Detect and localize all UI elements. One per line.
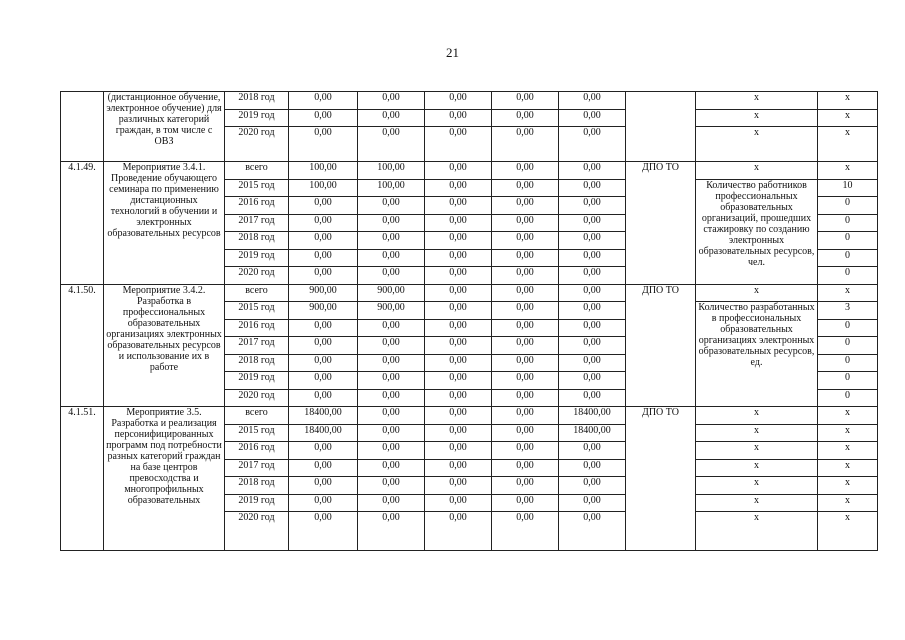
value-cell: 0,00	[358, 459, 425, 477]
value-cell: 0,00	[559, 284, 626, 302]
value-cell: 0,00	[289, 389, 358, 407]
target-cell: 0	[818, 249, 878, 267]
value-cell: 100,00	[289, 162, 358, 180]
value-cell: 0,00	[289, 232, 358, 250]
value-cell: 0,00	[559, 337, 626, 355]
year-cell: 2016 год	[225, 319, 289, 337]
value-cell: 0,00	[425, 267, 492, 285]
indicator-label: Количество разработанных в профессиональных образовательных организациях электронных образовательных ресурсов, ед.	[696, 302, 818, 407]
value-cell: 0,00	[492, 407, 559, 425]
value-cell: 0,00	[559, 477, 626, 495]
target-cell: х	[818, 512, 878, 551]
value-cell: 0,00	[425, 319, 492, 337]
year-cell: всего	[225, 162, 289, 180]
value-cell: 0,00	[559, 512, 626, 551]
table-row	[61, 284, 878, 302]
value-cell: 0,00	[425, 477, 492, 495]
value-cell: 0,00	[559, 92, 626, 110]
year-cell: 2016 год	[225, 442, 289, 460]
value-cell: 0,00	[492, 92, 559, 110]
item-description: (дистанционное обучение, электронное обучение) для различных категорий граждан, в том числе с ОВЗ	[104, 92, 225, 162]
value-cell: 0,00	[358, 197, 425, 215]
year-cell: 2019 год	[225, 372, 289, 390]
value-cell: 0,00	[358, 512, 425, 551]
indicator-cell: х	[696, 512, 818, 551]
value-cell: 0,00	[358, 232, 425, 250]
item-code	[61, 92, 104, 162]
value-cell: 0,00	[492, 109, 559, 127]
target-cell: х	[818, 459, 878, 477]
executor-cell	[626, 92, 696, 162]
value-cell: 0,00	[289, 267, 358, 285]
year-cell: 2015 год	[225, 302, 289, 320]
value-cell: 0,00	[492, 512, 559, 551]
value-cell: 0,00	[559, 319, 626, 337]
item-description: Мероприятие 3.4.1. Проведение обучающего семинара по применению дистанционных технологий в обучении и электронных образовательных ресурсов	[104, 162, 225, 285]
value-cell: 0,00	[289, 109, 358, 127]
value-cell: 0,00	[358, 319, 425, 337]
value-cell: 0,00	[289, 354, 358, 372]
indicator-cell: х	[696, 494, 818, 512]
value-cell: 0,00	[425, 407, 492, 425]
value-cell: 0,00	[492, 477, 559, 495]
value-cell: 0,00	[425, 442, 492, 460]
value-cell: 0,00	[289, 512, 358, 551]
value-cell: 0,00	[559, 372, 626, 390]
target-cell: 0	[818, 197, 878, 215]
value-cell: 0,00	[559, 389, 626, 407]
year-cell: 2017 год	[225, 337, 289, 355]
page-number: 21	[446, 45, 459, 60]
value-cell: 0,00	[358, 214, 425, 232]
value-cell: 18400,00	[289, 424, 358, 442]
indicator-cell: х	[696, 424, 818, 442]
year-cell: 2018 год	[225, 92, 289, 110]
value-cell: 0,00	[425, 214, 492, 232]
indicator-cell: х	[696, 109, 818, 127]
value-cell: 0,00	[492, 214, 559, 232]
target-cell: х	[818, 424, 878, 442]
value-cell: 0,00	[289, 477, 358, 495]
value-cell: 0,00	[492, 424, 559, 442]
year-cell: 2015 год	[225, 424, 289, 442]
value-cell: 0,00	[425, 197, 492, 215]
value-cell: 900,00	[289, 302, 358, 320]
year-cell: 2016 год	[225, 197, 289, 215]
value-cell: 0,00	[358, 354, 425, 372]
value-cell: 0,00	[559, 197, 626, 215]
value-cell: 0,00	[425, 494, 492, 512]
value-cell: 0,00	[559, 179, 626, 197]
value-cell: 0,00	[559, 267, 626, 285]
value-cell: 100,00	[289, 179, 358, 197]
value-cell: 0,00	[492, 494, 559, 512]
value-cell: 0,00	[358, 389, 425, 407]
year-cell: 2019 год	[225, 249, 289, 267]
value-cell: 0,00	[425, 337, 492, 355]
executor-cell: ДПО ТО	[626, 284, 696, 407]
value-cell: 0,00	[425, 512, 492, 551]
indicator-cell: х	[696, 442, 818, 460]
value-cell: 0,00	[289, 442, 358, 460]
value-cell: 0,00	[425, 127, 492, 162]
value-cell: 18400,00	[559, 424, 626, 442]
value-cell: 0,00	[425, 459, 492, 477]
value-cell: 0,00	[492, 127, 559, 162]
indicator-cell: х	[696, 92, 818, 110]
value-cell: 0,00	[289, 319, 358, 337]
value-cell: 0,00	[358, 442, 425, 460]
value-cell: 0,00	[492, 284, 559, 302]
value-cell: 0,00	[492, 249, 559, 267]
value-cell: 900,00	[358, 284, 425, 302]
value-cell: 0,00	[358, 372, 425, 390]
value-cell: 0,00	[425, 372, 492, 390]
value-cell: 0,00	[289, 459, 358, 477]
year-cell: всего	[225, 407, 289, 425]
value-cell: 0,00	[289, 337, 358, 355]
year-cell: всего	[225, 284, 289, 302]
target-cell: 0	[818, 267, 878, 285]
item-description: Мероприятие 3.5. Разработка и реализация персонифицированных программ под потребности разных категорий граждан на базе центров превосходства и многопрофильных образовательных	[104, 407, 225, 551]
value-cell: 0,00	[492, 459, 559, 477]
value-cell: 0,00	[358, 407, 425, 425]
value-cell: 0,00	[358, 127, 425, 162]
value-cell: 0,00	[559, 249, 626, 267]
executor-cell: ДПО ТО	[626, 162, 696, 285]
value-cell: 0,00	[492, 337, 559, 355]
value-cell: 0,00	[559, 442, 626, 460]
value-cell: 0,00	[559, 214, 626, 232]
year-cell: 2020 год	[225, 127, 289, 162]
indicator-cell: х	[696, 459, 818, 477]
value-cell: 100,00	[358, 162, 425, 180]
budget-table	[60, 91, 878, 551]
value-cell: 0,00	[358, 92, 425, 110]
value-cell: 18400,00	[559, 407, 626, 425]
value-cell: 0,00	[492, 372, 559, 390]
value-cell: 0,00	[289, 494, 358, 512]
value-cell: 0,00	[425, 424, 492, 442]
value-cell: 0,00	[425, 92, 492, 110]
year-cell: 2020 год	[225, 389, 289, 407]
value-cell: 0,00	[425, 162, 492, 180]
value-cell: 0,00	[289, 197, 358, 215]
year-cell: 2019 год	[225, 109, 289, 127]
value-cell: 0,00	[425, 389, 492, 407]
table-row	[61, 407, 878, 425]
target-cell: 0	[818, 319, 878, 337]
value-cell: 0,00	[559, 494, 626, 512]
value-cell: 0,00	[289, 249, 358, 267]
value-cell: 100,00	[358, 179, 425, 197]
value-cell: 0,00	[358, 494, 425, 512]
value-cell: 0,00	[492, 354, 559, 372]
year-cell: 2018 год	[225, 232, 289, 250]
year-cell: 2015 год	[225, 179, 289, 197]
year-cell: 2017 год	[225, 459, 289, 477]
value-cell: 0,00	[358, 477, 425, 495]
target-cell: х	[818, 442, 878, 460]
year-cell: 2017 год	[225, 214, 289, 232]
value-cell: 0,00	[425, 284, 492, 302]
table-row	[61, 162, 878, 180]
year-cell: 2020 год	[225, 512, 289, 551]
target-cell: 0	[818, 389, 878, 407]
target-cell: 10	[818, 179, 878, 197]
year-cell: 2019 год	[225, 494, 289, 512]
value-cell: 0,00	[425, 232, 492, 250]
value-cell: 0,00	[358, 249, 425, 267]
value-cell: 0,00	[559, 459, 626, 477]
value-cell: 0,00	[492, 267, 559, 285]
value-cell: 0,00	[289, 127, 358, 162]
target-cell: 0	[818, 337, 878, 355]
target-cell: х	[818, 477, 878, 495]
target-cell: 0	[818, 354, 878, 372]
value-cell: 0,00	[559, 127, 626, 162]
indicator-cell: х	[696, 477, 818, 495]
value-cell: 0,00	[425, 302, 492, 320]
target-cell: х	[818, 494, 878, 512]
value-cell: 0,00	[492, 442, 559, 460]
indicator-cell: х	[696, 162, 818, 180]
value-cell: 0,00	[559, 354, 626, 372]
year-cell: 2018 год	[225, 477, 289, 495]
indicator-cell: х	[696, 127, 818, 162]
item-code: 4.1.50.	[61, 284, 104, 407]
target-cell: х	[818, 162, 878, 180]
indicator-label: Количество работников профессиональных образовательных организаций, прошедших стажировку по созданию электронных образовательных ресурсов, чел.	[696, 179, 818, 284]
item-code: 4.1.49.	[61, 162, 104, 285]
value-cell: 900,00	[289, 284, 358, 302]
value-cell: 0,00	[358, 267, 425, 285]
value-cell: 0,00	[492, 162, 559, 180]
value-cell: 900,00	[358, 302, 425, 320]
indicator-cell: х	[696, 407, 818, 425]
indicator-cell: х	[696, 284, 818, 302]
value-cell: 0,00	[289, 92, 358, 110]
value-cell: 0,00	[425, 354, 492, 372]
target-cell: х	[818, 127, 878, 162]
value-cell: 18400,00	[289, 407, 358, 425]
table-row	[61, 92, 878, 110]
value-cell: 0,00	[559, 232, 626, 250]
item-description: Мероприятие 3.4.2. Разработка в профессиональных образовательных организациях электронных образовательных ресурсов и использование их в работе	[104, 284, 225, 407]
target-cell: х	[818, 284, 878, 302]
year-cell: 2018 год	[225, 354, 289, 372]
value-cell: 0,00	[559, 109, 626, 127]
value-cell: 0,00	[425, 179, 492, 197]
target-cell: х	[818, 407, 878, 425]
target-cell: 3	[818, 302, 878, 320]
value-cell: 0,00	[559, 162, 626, 180]
value-cell: 0,00	[358, 424, 425, 442]
value-cell: 0,00	[492, 389, 559, 407]
value-cell: 0,00	[425, 249, 492, 267]
value-cell: 0,00	[492, 302, 559, 320]
value-cell: 0,00	[492, 319, 559, 337]
value-cell: 0,00	[289, 372, 358, 390]
value-cell: 0,00	[289, 214, 358, 232]
value-cell: 0,00	[492, 197, 559, 215]
executor-cell: ДПО ТО	[626, 407, 696, 551]
year-cell: 2020 год	[225, 267, 289, 285]
value-cell: 0,00	[492, 232, 559, 250]
target-cell: 0	[818, 232, 878, 250]
target-cell: 0	[818, 372, 878, 390]
value-cell: 0,00	[492, 179, 559, 197]
value-cell: 0,00	[425, 109, 492, 127]
target-cell: х	[818, 92, 878, 110]
value-cell: 0,00	[559, 302, 626, 320]
target-cell: х	[818, 109, 878, 127]
value-cell: 0,00	[358, 337, 425, 355]
item-code: 4.1.51.	[61, 407, 104, 551]
value-cell: 0,00	[358, 109, 425, 127]
target-cell: 0	[818, 214, 878, 232]
